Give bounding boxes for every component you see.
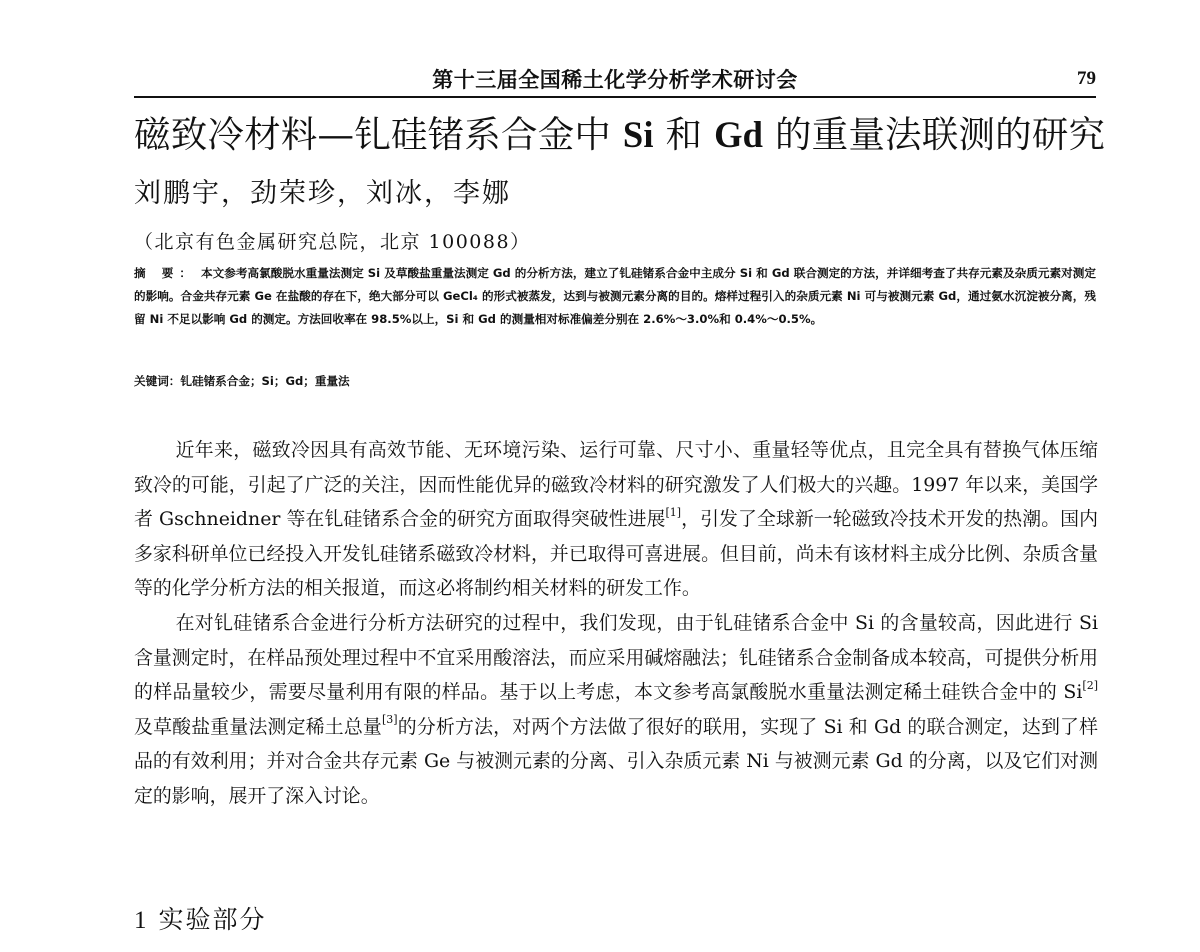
section-number: 1	[134, 907, 149, 934]
affiliation: （北京有色金属研究总院，北京 100088）	[134, 231, 531, 253]
page-number: 79	[1077, 68, 1096, 89]
section-heading	[134, 900, 267, 936]
keywords	[134, 373, 350, 389]
keywords-text: 钆硅锗系合金；Si；Gd；重量法	[180, 374, 350, 388]
title-part-1: 磁致冷材料—钆硅锗系合金中	[134, 113, 623, 156]
section-title: 实验部分	[158, 905, 267, 934]
title-part-2: 和	[653, 113, 715, 156]
citation-2: [2]	[1082, 678, 1098, 692]
abstract	[134, 262, 1096, 331]
paragraph-2-text-b: 及草酸盐重量法测定稀土总量	[134, 715, 382, 738]
title-gd: Gd	[714, 114, 764, 155]
paragraph-2-text-c: 的分析方法，对两个方法做了很好的联用，实现了 Si 和 Gd 的联合测定，达到了样品的有效利用；并对合金共存元素 Ge 与被测元素的分离、引入杂质元素 Ni 与被测元素 Gd 的分离，以及它们对测定的影响，展开了深入讨论。	[134, 715, 1098, 807]
citation-1: [1]	[665, 505, 682, 519]
paper-title	[134, 106, 1104, 158]
author-list: 刘鹏宇，劲荣珍，刘冰，李娜	[134, 178, 511, 209]
paragraph-2-text-a: 在对钆硅锗系合金进行分析方法研究的过程中，我们发现，由于钆硅锗系合金中 Si 的含量较高，因此进行 Si 含量测定时，在样品预处理过程中不宜采用酸溶法，而应采用碱熔融法；钆硅锗系合金制备成本较高，可提供分析用的样品量较少，需要尽量利用有限的样品。基于以上考虑，本文参考高氯酸脱水重量法测定稀土硅铁合金中的 Si	[134, 611, 1098, 704]
keywords-label: 关键词：	[134, 374, 181, 388]
title-part-3: 的重量法联测的研究	[763, 113, 1106, 156]
abstract-text: 本文参考高氯酸脱水重量法测定 Si 及草酸盐重量法测定 Gd 的分析方法，建立了钆硅锗系合金中主成分 Si 和 Gd 联合测定的方法，并详细考查了共存元素及杂质元素对测定的影响。合金共存元素 Ge 在盐酸的存在下，绝大部分可以 GeCl₄ 的形式被蒸发，达到与被测元素分离的目的。熔样过程引入的杂质元素 Ni 可与被测元素 Gd，通过氨水沉淀被分离，残留 Ni 不足以影响 Gd 的测定。方法回收率在 98.5%以上，Si 和 Gd 的测量相对标准偏差分别在 2.6%～3.0%和 0.4%～0.5%。	[134, 266, 1096, 326]
citation-3: [3]	[381, 713, 398, 727]
paragraph-1-text-b: ，引发了全球新一轮磁致冷技术开发的热潮。国内多家科研单位已经投入开发钆硅锗系磁致冷材料，并已取得可喜进展。但目前，尚未有该材料主成分比例、杂质含量等的化学分析方法的相关报道，而这必将制约相关材料的研发工作。	[134, 508, 1098, 600]
paragraph-1-text-a: 近年来，磁致冷因具有高效节能、无环境污染、运行可靠、尺寸小、重量轻等优点，且完全具有替换气体压缩致冷的可能，引起了广泛的关注，因而性能优异的磁致冷材料的研究激发了人们极大的兴趣。1997 年以来，美国学者 Gschneidner 等在钆硅锗系合金的研究方面取得突破性进展	[134, 439, 1098, 531]
conference-title: 第十三届全国稀土化学分析学术研讨会	[432, 68, 798, 92]
title-si: Si	[622, 114, 654, 155]
paragraph-1	[134, 433, 1098, 606]
paragraph-2	[134, 606, 1098, 814]
abstract-label: 摘 要：	[134, 266, 197, 280]
body-text	[134, 433, 1098, 814]
running-header	[134, 62, 1096, 98]
